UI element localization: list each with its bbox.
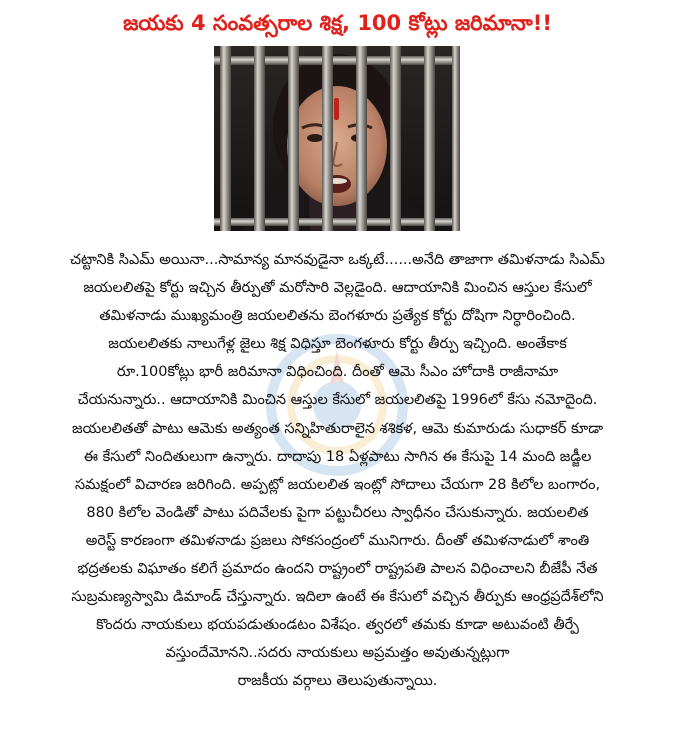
article-line: వస్తుందేమోనని..సదరు నాయకులు అప్రమత్తం అవుతున్నట్లుగా xyxy=(165,645,510,662)
article-line: జయలలితపై కోర్టు ఇచ్చిన తీర్పుతో మరోసారి వెల్లడైంది. ఆదాయానికి మించిన ఆస్తుల కేసులో xyxy=(83,280,592,297)
article-line: రూ.100కోట్లు భారీ జరిమానా విధించింది. దీంతో ఆమె సీఎం హోదాకి రాజీనామా xyxy=(116,364,559,381)
article-line: సమక్షంలో విచారణ జరిగింది. అప్పట్లో జయలలిత ఇంట్లో సోదాలు చేయగా 28 కిలోల బంగారం, xyxy=(74,476,601,493)
article-line: తమిళనాడు ముఖ్యమంత్రి జయలలితను బెంగళూరు ప్రత్యేక కోర్టు దోషిగా నిర్ధారించింది. xyxy=(99,308,576,325)
article-body xyxy=(10,246,665,696)
article-line: చట్టానికి సిఎమ్ అయినా...సామాన్య మానవుడైనా ఒక్కటే......అనేది తాజాగా తమిళనాడు సిఎమ్ xyxy=(70,252,605,268)
article-line: 880 కిలోల వెండితో పాటు పదివేలకు పైగా పట్టుచీరలు స్వాధీనం చేసుకున్నారు. జయలలిత xyxy=(86,504,589,521)
person-behind-bars-photo xyxy=(214,46,460,231)
article-line: జయలలితతో పాటు ఆమెకు అత్యంత సన్నిహితురాలైన శశికళ, ఆమె కుమారుడు సుధాకర్ కూడా xyxy=(71,420,604,437)
article-line: కొందరు నాయకులు భయపడుతుండటం విశేషం. త్వరలో తమకు కూడా అటువంటి తీర్పే xyxy=(96,617,579,634)
article-line: భద్రతలకు విఘాతం కలిగే ప్రమాదం ఉందని రాష్ట్రంలో రాష్ట్రపతి పాలన విధించాలని బీజేపీ నేత xyxy=(77,561,598,578)
article-line: సుబ్రమణ్యస్వామి డిమాండ్ చేస్తున్నారు. ఇదిలా ఉంటే ఈ కేసులో వచ్చిన తీర్పుకు ఆంధ్రప్రదేశ్‌లోని xyxy=(71,589,604,606)
article-line: ఈ కేసులో నిందితులుగా ఉన్నారు. దాదాపు 18 ఏళ్లపాటు సాగిన ఈ కేసుపై 14 మంది జడ్జీల xyxy=(83,448,592,465)
headline: జయకు 4 సంవత్సరాల శిక్ష, 100 కోట్లు జరిమానా!! xyxy=(123,11,552,35)
article-line: అరెస్ట్ కారణంగా తమిళనాడు ప్రజలు సోకసంద్రంలో మునిగారు. దీంతో తమిళనాడులో శాంతి xyxy=(85,532,590,549)
article-line: చేయనున్నారు.. ఆదాయానికి మించిన ఆస్తుల కేసులో జయలలితపై 1996లో కేసు నమోదైంది. xyxy=(77,392,598,409)
article-line: జయలలితకు నాలుగేళ్ల జైలు శిక్ష విధిస్తూ బెంగళూరు కోర్టు తీర్పు ఇచ్చింది. అంతేకాక xyxy=(108,336,567,353)
article-line: రాజకీయ వర్గాలు తెలుపుతున్నాయి. xyxy=(237,673,438,690)
